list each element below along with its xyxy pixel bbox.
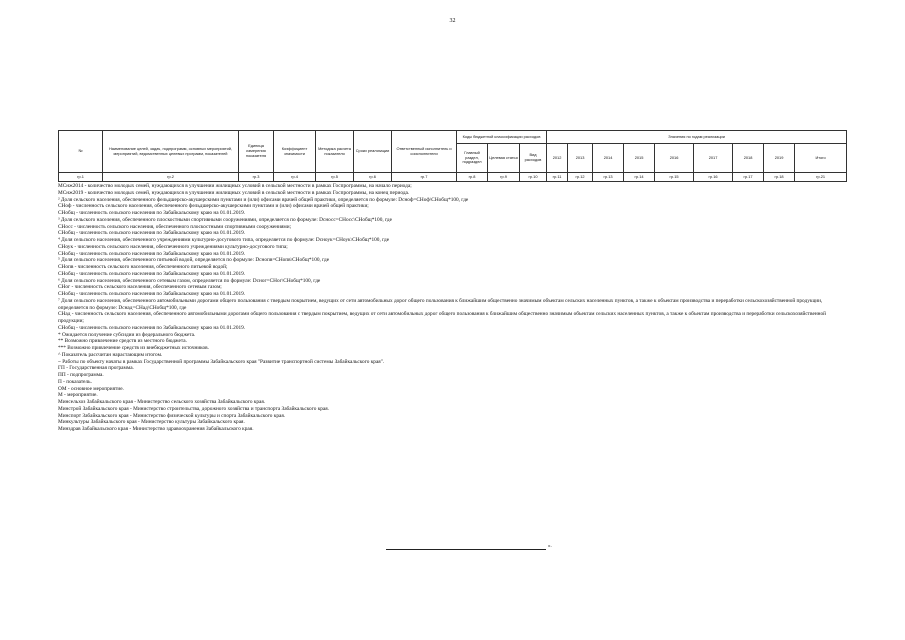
note-line: СНобщ - численность сельского населения по Забайкальскому краю на 01.01.2019.: [58, 270, 246, 277]
column-number: гр.9: [488, 173, 520, 182]
closing-quote-mark: ».: [548, 544, 552, 549]
header-section: Главный раздел, подраздел: [457, 144, 488, 173]
footnotes: [58, 183, 848, 433]
column-number: гр.11: [547, 173, 568, 182]
note-line: ~ Работы по объекту начаты в рамках Государственной программы Забайкальского края "Развитие транспортной системы Забайкальского края".: [58, 358, 385, 365]
note-line: ⁶ Доля сельского населения, обеспеченного сетевым газом, определяется по формуле: Dсног=СНог\СНобщ*100, где: [58, 277, 321, 284]
header-name: Наименование целей, задач, подпрограмм, основных мероприятий, мероприятий, ведомственных целевых программ, показателей: [103, 131, 239, 173]
note-line: ³ Доля сельского населения, обеспеченного плоскостными спортивными сооружениями, определяется по формуле: Dсносс=СНосс\СНобщ*100, где: [58, 216, 392, 223]
note-line: Минспорт Забайкальского края - Министерство физической культуры и спорта Забайкальского края.: [58, 412, 286, 419]
header-year: 2017: [694, 144, 733, 173]
note-line: МСнж2014 - количество молодых семей, нуждающихся в улучшении жилищных условий в сельской местности в рамках Госпрограммы, на начало периода;: [58, 183, 412, 189]
column-number: гр.5: [316, 173, 354, 182]
header-year: 2014: [593, 144, 624, 173]
note-line: ПП - подпрограмма.: [58, 372, 104, 378]
column-number: гр.14: [624, 173, 655, 182]
note-line: СНоф - численность сельского населения, обеспеченного фельдшерско-акушерскими пунктами и (или) офисами врачей общей практики;: [58, 203, 369, 210]
note-line: ⁵ Доля сельского населения, обеспеченного питьевой водой, определяется по формуле: Dснопв=СНопв\СНобщ*100, где: [58, 257, 330, 264]
note-line: ² Доля сельского населения, обеспеченного фельдшерско-акушерскими пунктами и (или) офисами врачей общей практики, определяется по формуле: Dсноф=СНоф\СНобщ*100, где: [58, 196, 469, 203]
column-number: гр.21: [795, 173, 847, 182]
column-number: гр.8: [457, 173, 488, 182]
column-number: гр.17: [733, 173, 764, 182]
column-number: гр.18: [764, 173, 795, 182]
note-line: СНопв - численность сельского населения, обеспеченного питьевой водой;: [58, 264, 228, 270]
column-number: гр.6: [354, 173, 392, 182]
note-line: Минстрой Забайкальского края - Министерство строительства, дорожного хозяйства и транспорта Забайкальского края.: [58, 405, 330, 412]
header-unit: Единица измерения показателя: [239, 131, 274, 173]
closing-rule: [386, 549, 546, 550]
header-values-by-year: Значения по годам реализации: [547, 131, 847, 144]
header-year: 2015: [624, 144, 655, 173]
column-number: гр.10: [520, 173, 547, 182]
header-year: 2016: [655, 144, 694, 173]
note-line: ^ Показатель рассчитан нарастающим итогом.: [58, 351, 163, 358]
column-number: гр.13: [593, 173, 624, 182]
note-line: Минздрав Забайкальского края - Министерство здравоохранения Забайкальского края.: [58, 426, 254, 432]
header-coefficient: Коэффициент значимости: [274, 131, 316, 173]
note-line: П - показатель.: [58, 378, 92, 385]
note-line: Минсельхоз Забайкальского края - Министерство сельского хозяйства Забайкальского края.: [58, 399, 266, 405]
note-line: СНобщ - численность сельского населения по Забайкальскому краю на 01.01.2019.: [58, 324, 246, 331]
column-number: гр.16: [694, 173, 733, 182]
header-budget-codes: Коды бюджетной классификации расходов: [457, 131, 547, 144]
note-line: СНобщ - численность сельского населения по Забайкальскому краю на 01.01.2019.: [58, 291, 246, 297]
note-line: Минкультуры Забайкальского края - Министерство культуры Забайкальского края.: [58, 419, 245, 426]
header-responsible: Ответственный исполнитель и соисполнители: [392, 131, 457, 173]
note-line: СНобщ - численность сельского населения по Забайкальскому краю на 01.01.2019.: [58, 250, 246, 257]
header-terms: Сроки реализации: [354, 131, 392, 173]
column-number: гр.15: [655, 173, 694, 182]
note-line: ⁷ Доля сельского населения, обеспеченного автомобильными дорогами общего пользования с твердым покрытием, ведущих от сети автомобильных дорог общего пользования к ближайшим общественно значимым объектам сельских населенных пунктов, а также к объектам производства и переработки сельскохозяйственной продукции, определяется по формуле: Dснад=СНад\СНобщ*100, где: [58, 297, 823, 311]
note-line: СНобщ - численность сельского населения по Забайкальскому краю на 01.01.2019.: [58, 210, 246, 216]
header-expense-type: Вид расходов: [520, 144, 547, 173]
header-year: 2019: [764, 144, 795, 173]
note-line: ОМ - основное мероприятие.: [58, 385, 124, 392]
note-line: ⁴ Доля сельского населения, обеспеченного учреждениями культурно-досугового типа, определяется по формуле: Dсноук=СНоук\СНобщ*100, где: [58, 237, 390, 243]
note-line: *** Возможно привлечение средств из внебюджетных источников.: [58, 345, 209, 351]
column-number: гр.7: [392, 173, 457, 182]
program-indicators-table: [58, 130, 847, 182]
header-year: 2018: [733, 144, 764, 173]
page-number: 32: [449, 18, 456, 24]
note-line: М - мероприятие.: [58, 392, 98, 399]
note-line: СНоук - численность сельского населения, обеспеченного учреждениями культурно-досугового типа;: [58, 243, 288, 250]
note-line: СНобщ - численность сельского населения по Забайкальскому краю на 01.01.2019.: [58, 230, 246, 237]
note-line: СНосс - численность сельского населения, обеспеченного плоскостными спортивными сооружениями;: [58, 223, 292, 230]
note-line: * Ожидается получение субсидии из федерального бюджета.: [58, 331, 196, 338]
header-method: Методика расчета показателя: [316, 131, 354, 173]
header-year: 2013: [568, 144, 593, 173]
column-number: гр.4: [274, 173, 316, 182]
column-number: гр.1: [59, 173, 103, 182]
note-line: СНог - численность сельского населения, обеспеченного сетевым газом;: [58, 284, 222, 291]
header-year: 2012: [547, 144, 568, 173]
column-number: гр.3: [239, 173, 274, 182]
column-number: гр.12: [568, 173, 593, 182]
note-line: СНад - численность сельского населения, обеспеченного автомобильными дорогами общего пользования с твердым покрытием, ведущих от сети автомобильных дорог общего пользования к ближайшим общественно значимым объектам сельских населенных пунктов, а также к объектам производства и переработки сельскохозяйственной продукции;: [58, 311, 826, 324]
column-number: гр.2: [103, 173, 239, 182]
note-line: ** Возможно привлечение средств из местного бюджета.: [58, 338, 187, 345]
note-line: МСнж2019 - количество молодых семей, нуждающихся в улучшении жилищных условий в сельской местности в рамках Госпрограммы, на конец периода.: [58, 189, 410, 196]
note-line: ГП - Государственная программа.: [58, 365, 134, 372]
header-number: №: [59, 131, 103, 173]
header-target-article: Целевая статья: [488, 144, 520, 173]
header-total: Итого: [795, 144, 847, 173]
